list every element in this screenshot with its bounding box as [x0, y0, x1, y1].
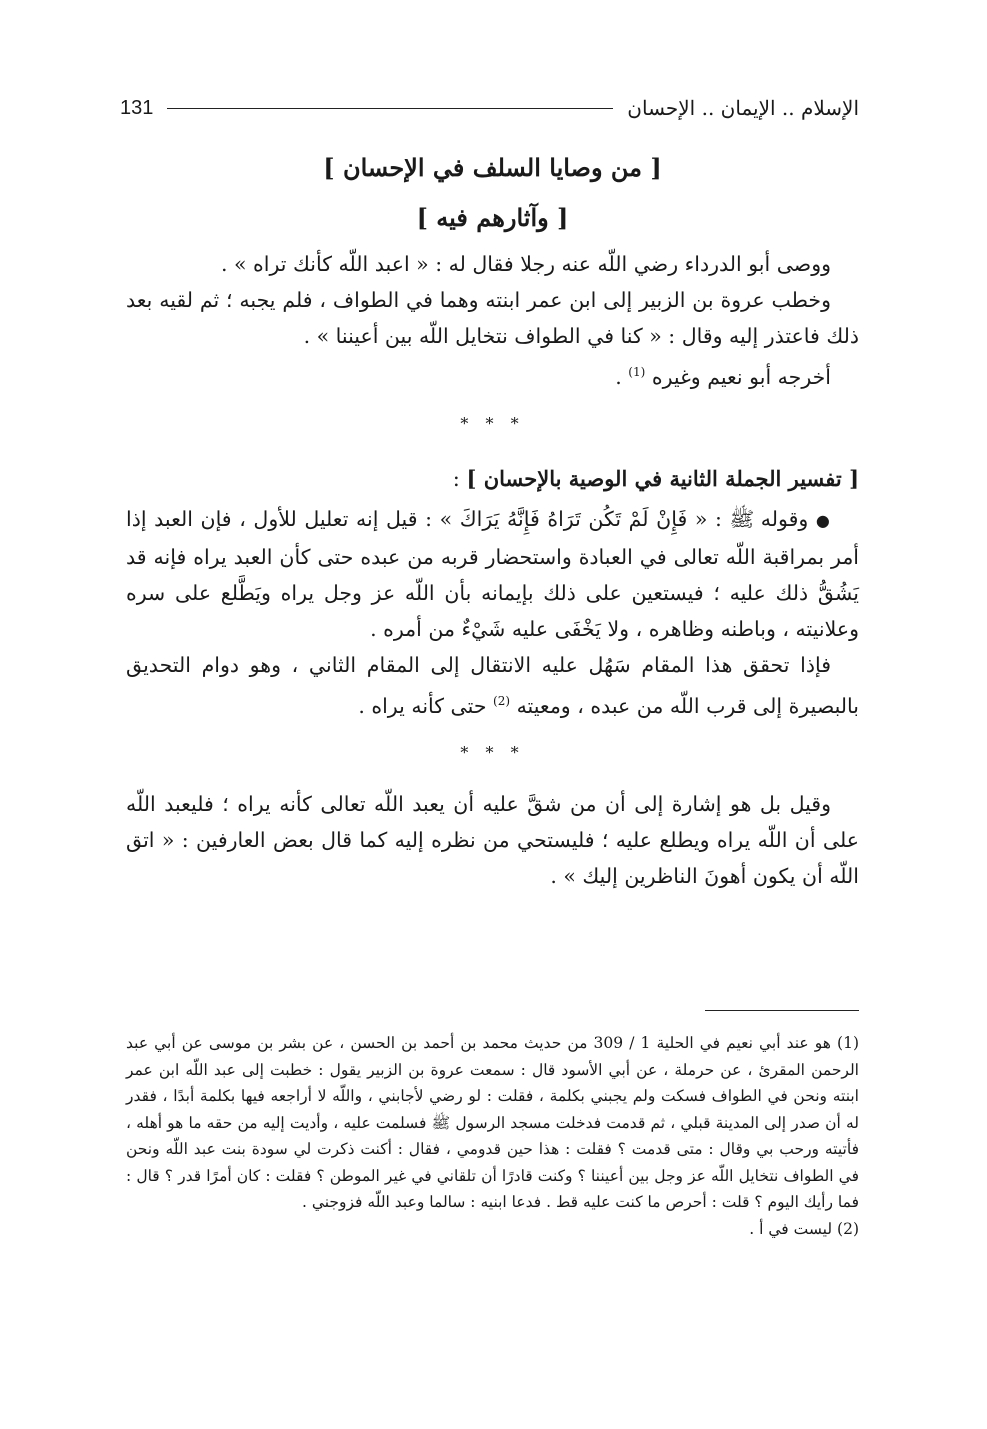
paragraph-text: فإذا تحقق هذا المقام سَهُل عليه الانتقال إلى المقام الثاني ، وهو دوام التحديق بالبصيرة إلى قرب اللّه من عبده ، ومعيته	[126, 652, 859, 718]
footnote: (1) هو عند أبي نعيم في الحلية 1 / 309 من حديث محمد بن أحمد بن الحسن ، عن بشر بن موسى عن أبي عبد الرحمن المقرئ ، عن حرملة ، عن أبي الأسود قال : سمعت عروة بن الزبير يقول : خطبت إلى عبد اللّه ابن عمر ابنته ونحن في الطواف فسكت ولم يجبني بكلمة ، فقلت : لو رضي لأجابني ، واللّه لا أراجعه فيها بكلمة أبدًا ، فقدر له أن صدر إلى المدينة قبلي ، ثم قدمت فدخلت مسجد الرسول ﷺ فسلمت عليه ، وأديت إليه من حقه ما هو أهله ، فأتيته ورحب بي وقال : متى قدمت ؟ فقلت : هذا حين قدومي ، فقال : أكنت ذكرت لي سودة بنت عبد اللّه ونحن في الطواف نتخايل اللّه عز وجل بين أعيننا ؟ وكنت قادرًا أن تلقاني في غير الموطن ؟ فقلت : كان أمرًا قدر ؟ قال : فما رأيك اليوم ؟ قلت : أحرص ما كنت عليه قط . فدعا ابنيه : سالما وعبد اللّه فزوجني .	[126, 1034, 859, 1211]
subsection-heading	[126, 457, 859, 501]
paragraph: وقيل بل هو إشارة إلى أن من شقَّ عليه أن يعبد اللّه تعالى كأنه يراه ؛ فليعبد اللّه على أن اللّه يراه ويطلع عليه ؛ فليستحي من نظره إليه كما قال بعض العارفين : « اتق اللّه أن يكون أهونَ الناظرين إليك » .	[126, 791, 859, 888]
subsection-colon: :	[452, 466, 467, 491]
citation-text: أخرجه أبو نعيم وغيره	[651, 364, 831, 389]
subsection-title: [ تفسير الجملة الثانية في الوصية بالإحسان ]	[466, 465, 859, 491]
paragraph-text: حتى كأنه يراه .	[358, 693, 494, 718]
running-title: الإسلام .. الإيمان .. الإحسان	[627, 96, 859, 120]
page-body	[126, 140, 859, 894]
paragraph: وخطب عروة بن الزبير إلى ابن عمر ابنته وهما في الطواف ، فلم يجبه ؛ ثم لقيه بعد ذلك فاعتذر إليه وقال : « كنا في الطواف نتخايل اللّه بين أعيننا » .	[126, 288, 859, 348]
citation-end: .	[615, 364, 629, 389]
footnotes	[126, 1030, 859, 1242]
page-header	[120, 92, 859, 124]
page-number: 131	[120, 96, 154, 119]
paragraph	[126, 501, 859, 647]
section-divider: * * *	[460, 742, 525, 762]
paragraph	[126, 354, 859, 395]
footnote-rule	[705, 1010, 859, 1011]
bullet-icon: ●	[815, 510, 831, 530]
section-heading: [ من وصايا السلف في الإحسان ]	[323, 153, 662, 182]
paragraph-text: وقوله ﷺ : « فَإِنْ لَمْ تَكُن تَرَاهُ فَإِنَّهُ يَرَاكَ » : قيل إنه تعليل للأول ، فإن العبد إذا أمر بمراقبة اللّه تعالى في العبادة واستحضار قربه من عبده حتى كأن العبد يراه فإنه قد يَشُقُّ ذلك عليه ؛ فيستعين على ذلك بإيمانه بأن اللّه عز وجل يراه ويَطَّلع على سره وعلانيته ، وباطنه وظاهره ، ولا يَخْفَى عليه شَيْءٌ من أمره .	[126, 506, 859, 641]
paragraph	[126, 647, 859, 724]
footnote-ref: (2)	[493, 693, 511, 708]
section-divider: * * *	[460, 413, 525, 433]
paragraph: ووصى أبو الدرداء رضي اللّه عنه رجلا فقال له : « اعبد اللّه كأنك تراه » .	[220, 252, 831, 276]
section-subheading: [ وآثارهم فيه ]	[416, 203, 569, 232]
header-rule	[167, 108, 613, 109]
footnote-ref: (1)	[628, 365, 646, 379]
footnote: (2) ليست في أ .	[749, 1219, 859, 1238]
